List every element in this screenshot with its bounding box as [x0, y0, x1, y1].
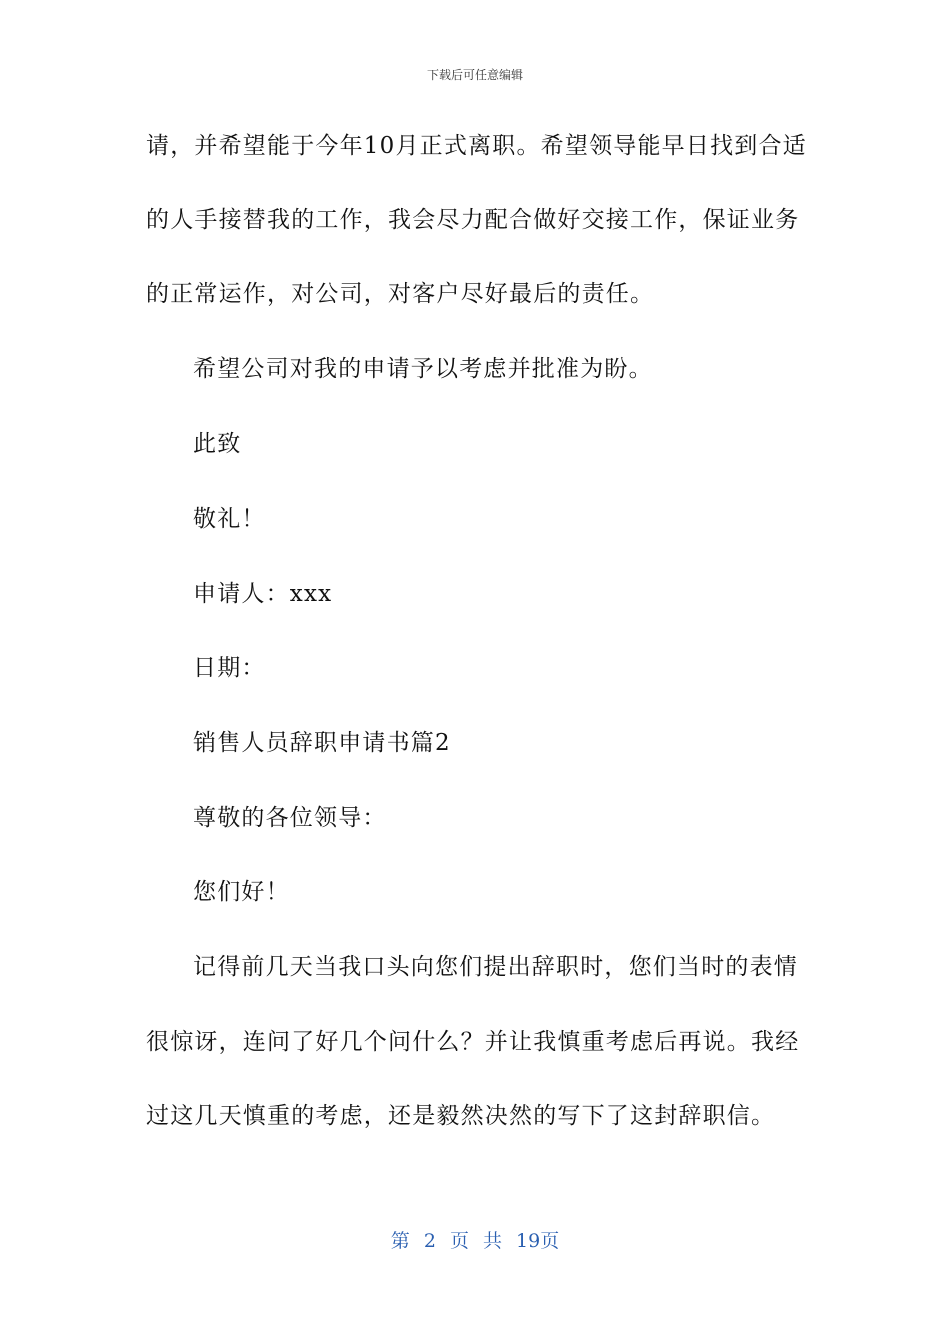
- section-title: 销售人员辞职申请书篇2: [193, 730, 451, 756]
- page-footer: 第 2 页 共 19页: [390, 1230, 560, 1252]
- closing-salutation: 此致: [193, 431, 242, 457]
- page-header: 下载后可任意编辑: [426, 68, 523, 82]
- date-line: 日期：: [193, 655, 266, 681]
- body-line: 的正常运作，对公司，对客户尽好最后的责任。: [146, 281, 655, 307]
- body-line: 很惊讶，连问了好几个问什么？并让我慎重考虑后再说。我经: [146, 1029, 800, 1055]
- greeting-line: 尊敬的各位领导：: [193, 805, 387, 831]
- body-line: 过这几天慎重的考虑，还是毅然决然的写下了这封辞职信。: [146, 1103, 776, 1129]
- body-line: 请，并希望能于今年10月正式离职。希望领导能早日找到合适: [146, 133, 807, 159]
- greeting-line: 您们好！: [193, 879, 290, 905]
- body-line: 的人手接替我的工作，我会尽力配合做好交接工作，保证业务: [146, 207, 800, 233]
- body-line: 记得前几天当我口头向您们提出辞职时，您们当时的表情: [193, 954, 798, 980]
- applicant-line: 申请人：xxx: [193, 581, 333, 607]
- body-line: 希望公司对我的申请予以考虑并批准为盼。: [193, 356, 653, 382]
- closing-regards: 敬礼！: [193, 506, 266, 532]
